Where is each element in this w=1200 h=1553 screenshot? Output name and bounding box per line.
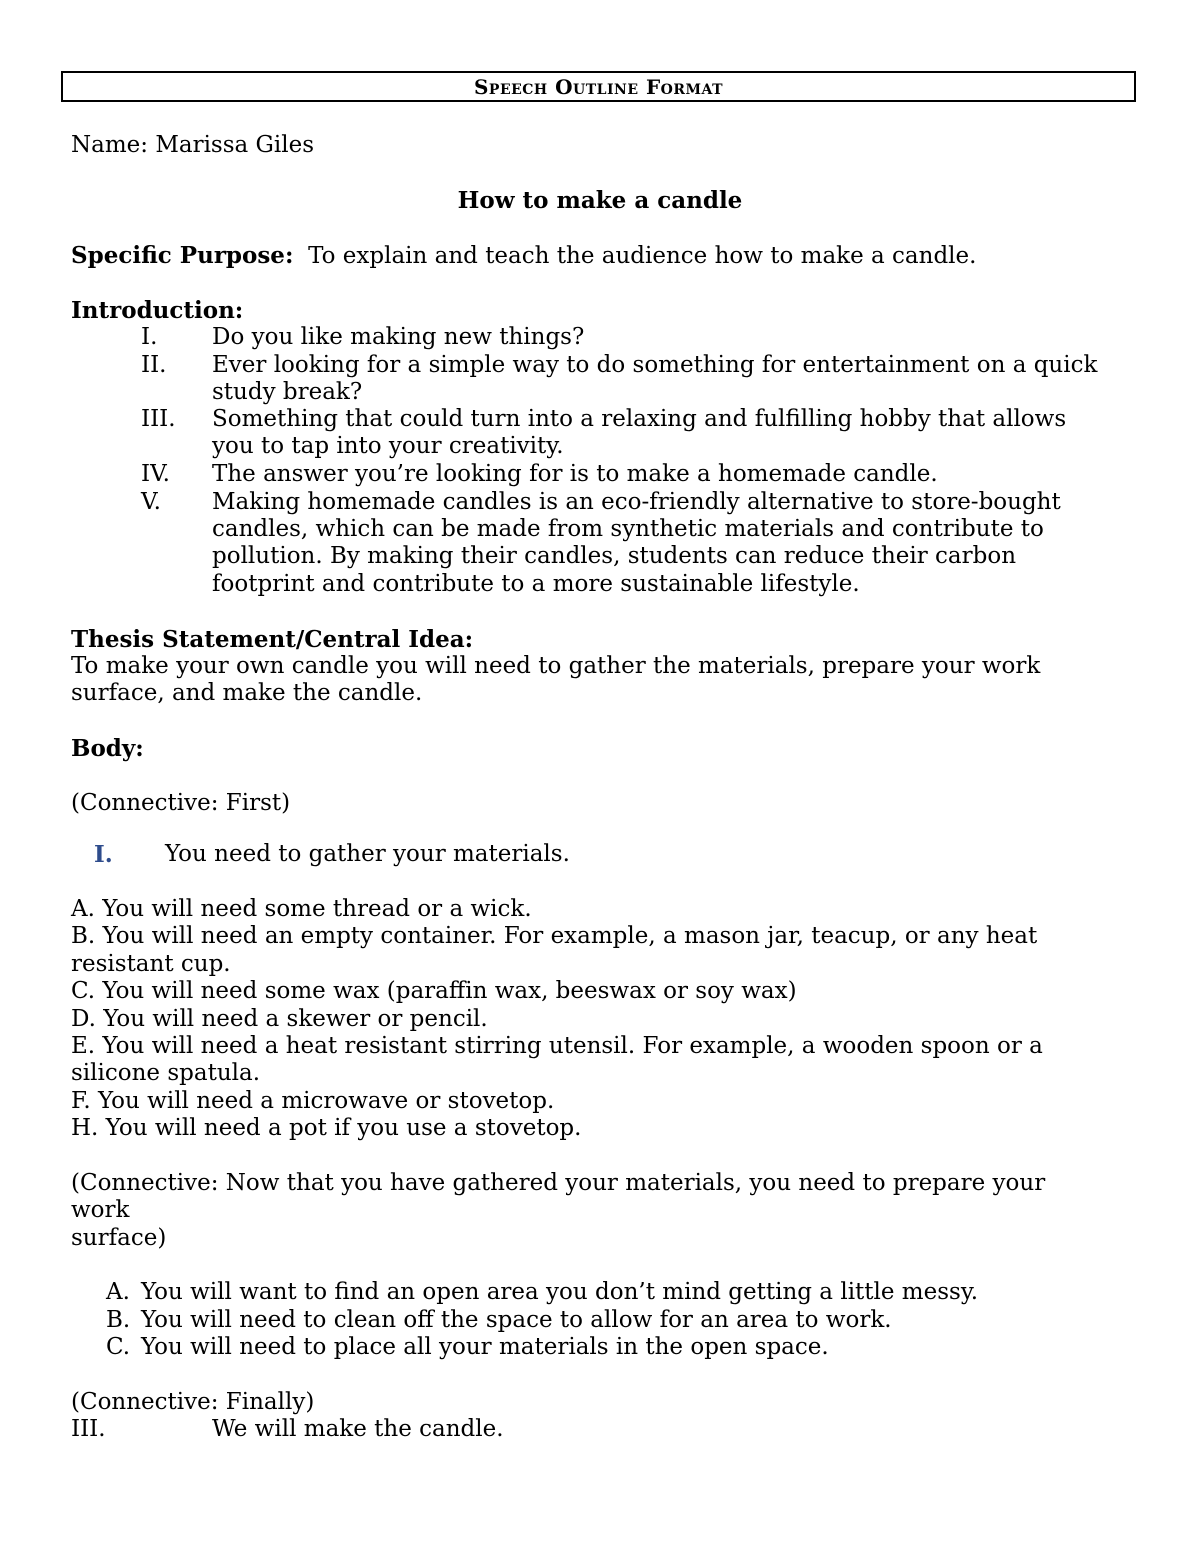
header-title: Speech Outline Format bbox=[61, 71, 1136, 102]
intro-item-3-line-1: Something that could turn into a relaxing and fulfilling hobby that allows bbox=[212, 406, 1067, 432]
intro-item-5-line-3: pollution. By making their candles, students can reduce their carbon bbox=[212, 543, 1017, 569]
intro-item-1: Do you like making new things? bbox=[212, 324, 585, 350]
body-point-3: We will make the candle. bbox=[212, 1416, 504, 1442]
intro-num-2: II. bbox=[141, 352, 167, 378]
specific-purpose bbox=[71, 242, 976, 270]
intro-num-1: I. bbox=[141, 324, 158, 350]
material-e-line-2: silicone spatula. bbox=[71, 1060, 261, 1086]
connective-finally: (Connective: Finally) bbox=[71, 1389, 315, 1415]
purpose-label: Specific Purpose: bbox=[71, 242, 294, 269]
body-label: Body: bbox=[71, 735, 144, 762]
connective-prepare-line-1: (Connective: Now that you have gathered your materials, you need to prepare your bbox=[71, 1170, 1046, 1196]
material-d: D. You will need a skewer or pencil. bbox=[71, 1006, 488, 1032]
prep-num-b: B. bbox=[106, 1307, 131, 1333]
thesis-line-2: surface, and make the candle. bbox=[71, 680, 423, 706]
prep-num-a: A. bbox=[106, 1279, 130, 1305]
body-point-3-num: III. bbox=[71, 1416, 106, 1442]
thesis-line-1: To make your own candle you will need to gather the materials, prepare your work bbox=[71, 653, 1041, 679]
prep-item-b: You will need to clean off the space to allow for an area to work. bbox=[141, 1307, 892, 1333]
prep-num-c: C. bbox=[106, 1334, 131, 1360]
connective-prepare-line-2: work bbox=[71, 1197, 130, 1223]
material-f: F. You will need a microwave or stovetop. bbox=[71, 1088, 555, 1114]
intro-item-4: The answer you’re looking for is to make a homemade candle. bbox=[212, 461, 938, 487]
body-point-1-num: I. bbox=[94, 841, 113, 868]
intro-num-5: V. bbox=[141, 489, 161, 515]
material-c: C. You will need some wax (paraffin wax, beeswax or soy wax) bbox=[71, 978, 797, 1004]
intro-num-4: IV. bbox=[141, 461, 170, 487]
intro-item-5-line-1: Making homemade candles is an eco-friendly alternative to store-bought bbox=[212, 489, 1061, 515]
material-e-line-1: E. You will need a heat resistant stirring utensil. For example, a wooden spoon or a bbox=[71, 1033, 1043, 1059]
intro-item-5-line-4: footprint and contribute to a more sustainable lifestyle. bbox=[212, 571, 860, 597]
material-a: A. You will need some thread or a wick. bbox=[71, 896, 532, 922]
prep-item-c: You will need to place all your materials in the open space. bbox=[141, 1334, 829, 1360]
name-line: Name: Marissa Giles bbox=[71, 132, 315, 158]
intro-item-3-line-2: you to tap into your creativity. bbox=[212, 433, 564, 459]
intro-item-5-line-2: candles, which can be made from synthetic materials and contribute to bbox=[212, 516, 1044, 542]
connective-prepare-line-3: surface) bbox=[71, 1225, 167, 1251]
prep-item-a: You will want to find an open area you don’t mind getting a little messy. bbox=[141, 1279, 979, 1305]
intro-item-2-line-1: Ever looking for a simple way to do something for entertainment on a quick bbox=[212, 352, 1098, 378]
material-h: H. You will need a pot if you use a stovetop. bbox=[71, 1115, 582, 1141]
introduction-label: Introduction: bbox=[71, 297, 244, 324]
body-point-1: You need to gather your materials. bbox=[165, 841, 570, 867]
connective-first: (Connective: First) bbox=[71, 790, 291, 816]
purpose-text: To explain and teach the audience how to make a candle. bbox=[308, 243, 977, 269]
thesis-label: Thesis Statement/Central Idea: bbox=[71, 626, 474, 653]
material-b-line-1: B. You will need an empty container. For example, a mason jar, teacup, or any heat bbox=[71, 923, 1038, 949]
intro-item-2-line-2: study break? bbox=[212, 379, 363, 405]
material-b-line-2: resistant cup. bbox=[71, 951, 231, 977]
document-title: How to make a candle bbox=[457, 187, 743, 214]
intro-num-3: III. bbox=[141, 406, 176, 432]
